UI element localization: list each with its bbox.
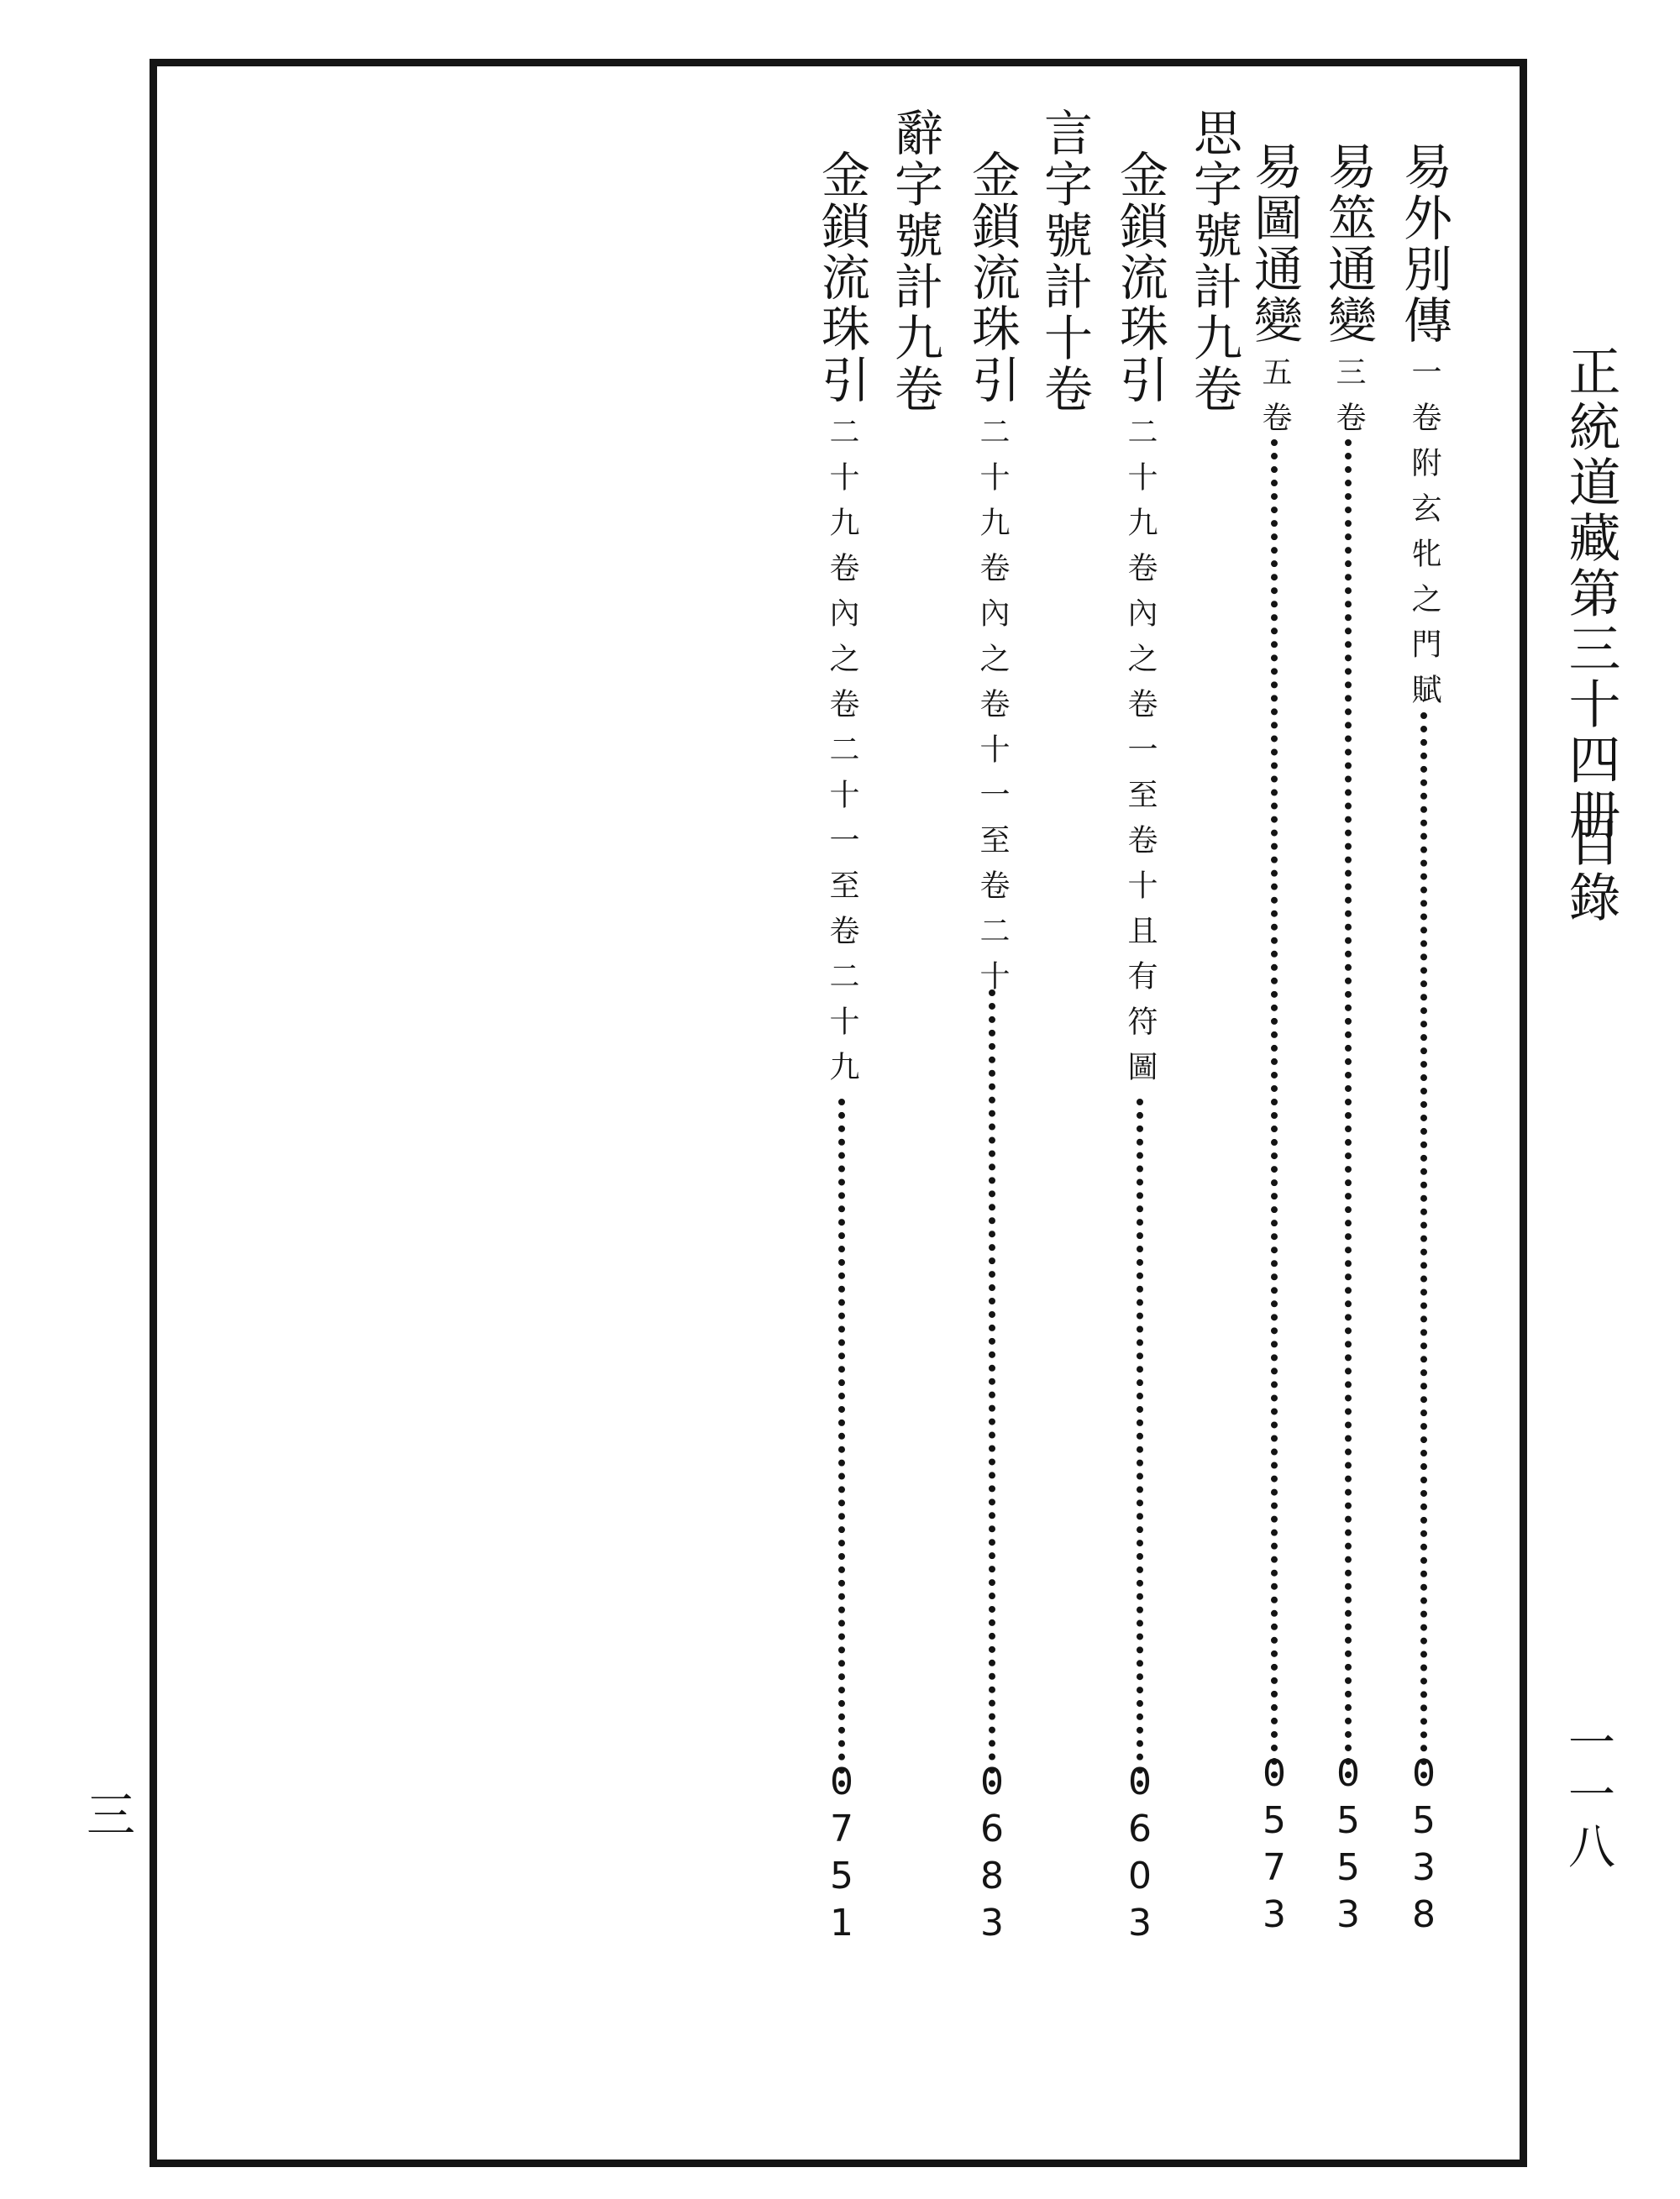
entry-note: 二十九卷內之卷二十一至卷二十九 [825,416,859,1096]
page-digit: 3 [980,1902,1004,1944]
entry-title: 易筮通變 [1320,141,1377,346]
side-number: 三 [78,1789,135,1838]
page-digit: 8 [1412,1893,1436,1936]
page-digit: 7 [1263,1846,1286,1889]
page-digit: 8 [980,1855,1004,1897]
page-digit: 1 [830,1902,853,1944]
entry-page [1403,1750,1445,1939]
page-number: 一一八 [1561,1718,1615,1874]
entry-note: 五卷 [1257,356,1292,447]
leader-dots [1420,712,1434,1779]
toc-entry[interactable] [1245,141,1304,1939]
page-digit: 3 [1128,1902,1152,1944]
page-digit: 0 [1412,1752,1436,1795]
toc-entry[interactable] [1319,141,1378,1939]
page-digit: 6 [980,1808,1004,1850]
page-digit: 5 [830,1855,853,1897]
toc-entry[interactable] [1394,141,1453,1939]
page-digit: 0 [830,1761,853,1803]
leader-dots [989,989,1002,1787]
toc-entry[interactable] [812,150,871,1947]
entry-page [1327,1750,1369,1939]
page-digit: 0 [1128,1761,1152,1803]
leader-dots [838,1099,852,1787]
entry-title: 金鎖流珠引 [963,150,1021,406]
section-heading: 言字號計十卷 [1036,108,1093,415]
page-digit: 0 [980,1761,1004,1803]
toc-entry[interactable] [1110,150,1169,1947]
page-digit: 5 [1412,1799,1436,1842]
page-digit: 5 [1336,1846,1360,1889]
leader-dots [1271,439,1284,1779]
page-digit: 3 [1336,1893,1360,1936]
page-digit: 3 [1263,1893,1286,1936]
leader-dots [1137,1099,1150,1787]
entry-note: 二十九卷內之卷十一至卷二十 [975,416,1010,1005]
entry-title: 金鎖流珠引 [813,150,870,406]
entry-page [1253,1750,1295,1939]
entry-title: 易圖通變 [1246,141,1303,346]
entry-page [821,1759,863,1947]
toc-entry[interactable] [963,150,1021,1947]
volume-title: 正統道藏第三十四册 [1560,344,1621,843]
entry-page [1119,1759,1161,1947]
entry-title: 易外別傳 [1395,141,1452,346]
page-digit: 3 [1412,1846,1436,1889]
entry-note: 二十九卷內之卷一至卷十且有符圖 [1123,416,1158,1096]
leader-dots [1345,439,1358,1779]
page-digit: 0 [1336,1752,1360,1795]
section-heading: 辭字號計九卷 [886,108,943,415]
page-digit: 6 [1128,1808,1152,1850]
entry-page [971,1759,1013,1947]
page-digit: 0 [1263,1752,1286,1795]
section-title: 目錄 [1560,815,1621,926]
page-digit: 5 [1336,1799,1360,1842]
entry-title: 金鎖流珠引 [1111,150,1168,406]
page-digit: 7 [830,1808,853,1850]
entry-note: 一卷附玄牝之門賦 [1407,356,1441,719]
page-digit: 5 [1263,1799,1286,1842]
section-heading: 思字號計九卷 [1185,108,1242,415]
entry-note: 三卷 [1331,356,1366,447]
page-digit: 0 [1128,1855,1152,1897]
